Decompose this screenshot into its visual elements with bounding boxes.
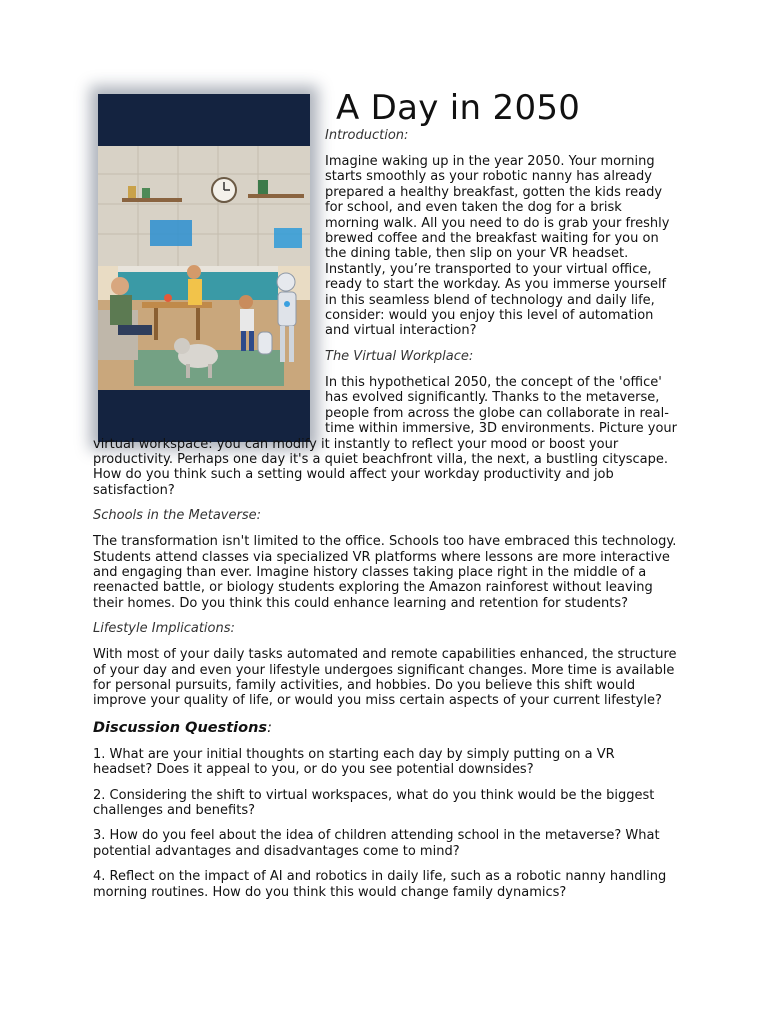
- discussion-question-1: 1. What are your initial thoughts on starting each day by simply putting on a VR headset? Does it appeal to you, or do you see potential downsides?: [93, 746, 615, 778]
- discussion-heading: [93, 719, 678, 737]
- section-heading-schools: Schools in the Metaverse:: [93, 508, 261, 524]
- section-text-introduction: Imagine waking up in the year 2050. Your morning starts smoothly as your robotic nanny has already prepared a healthy breakfast, gotten the kids ready for school, and even taken the dog for a brisk morning walk. All you need to do is grab your freshly brewed coffee and the breakfast waiting for you on the dining table, then slip on your VR headset. Instantly, you’re transported to your virtual office, ready to start the workday. As you immerse yourself in this seamless blend of technology and daily life, consider: would you enjoy this level of automation and virtual interaction?: [325, 154, 670, 339]
- section-text-lifestyle: With most of your daily tasks automated and remote capabilities enhanced, the structure of your day and even your lifestyle undergoes significant changes. More time is available for personal pursuits, family activities, and hobbies. Do you believe this shift would improve your quality of life, or would you miss certain aspects of your current lifestyle?: [93, 647, 677, 709]
- discussion-question-2: 2. Considering the shift to virtual workspaces, what do you think would be the biggest challenges and benefits?: [93, 787, 655, 818]
- document-title: A Day in 2050: [336, 88, 581, 128]
- article-body: [93, 128, 678, 910]
- section-heading-lifestyle: Lifestyle Implications:: [93, 621, 235, 637]
- section-heading-virtual-workplace: The Virtual Workplace:: [325, 348, 474, 364]
- discussion-question-4: 4. Reflect on the impact of AI and robotics in daily life, such as a robotic nanny handling morning routines. How do you think this would change family dynamics?: [93, 869, 667, 900]
- discussion-question-3: 3. How do you feel about the idea of children attending school in the metaverse? What potential advantages and disadvantages come to mind?: [93, 828, 660, 859]
- section-text-schools: The transformation isn't limited to the office. Schools too have embraced this technology. Students attend classes via specialized VR platforms where lessons are more interactive and engaging than ever. Imagine history classes taking place right in the middle of a reenacted battle, or biology students exploring the Amazon rainforest without leaving their homes. Do you think this could enhance learning and retention for students?: [93, 534, 677, 611]
- section-text-virtual-workplace: In this hypothetical 2050, the concept of the 'office' has evolved significantly. Thanks to the metaverse, people from across the globe can collaborate in real-time within immersive, 3D environments. Picture your virtual workspace: you can modify it instantly to reflect your mood or boost your productivity. Perhaps one day it's a quiet beachfront villa, the next, a bustling cityscape. How do you think such a setting would affect your workday productivity and job satisfaction?: [93, 374, 678, 498]
- discussion-heading-colon: :: [267, 719, 272, 736]
- discussion-heading-text: Discussion Questions: [93, 719, 268, 736]
- image-wrap-spacer: [93, 128, 325, 433]
- section-heading-introduction: Introduction:: [325, 128, 409, 143]
